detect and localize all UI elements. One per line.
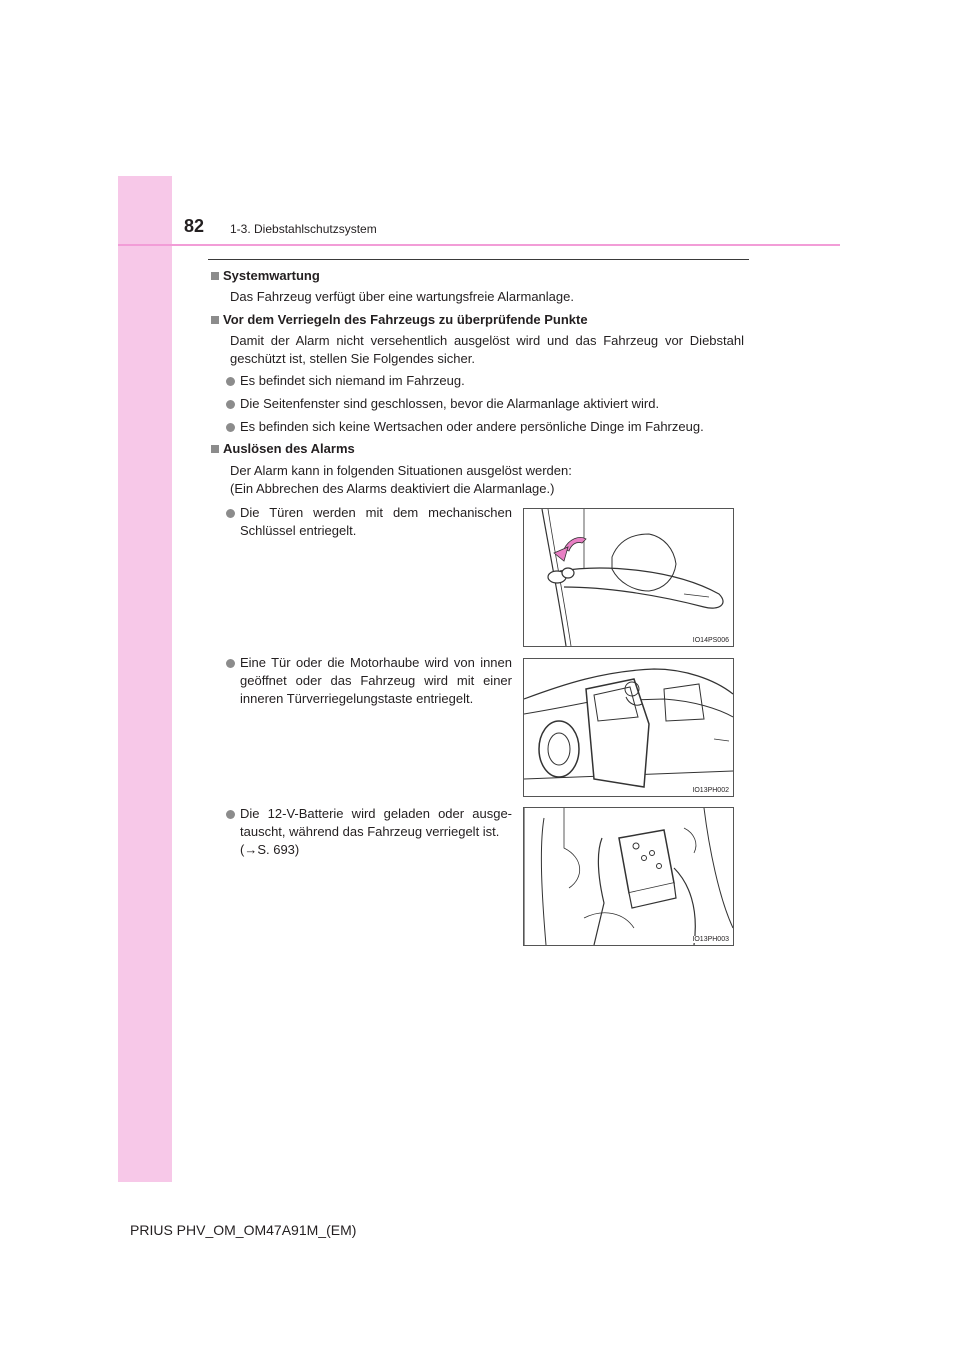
page-reference: (→S. 693): [240, 842, 300, 857]
square-bullet-icon: [211, 445, 219, 453]
checks-heading: Vor dem Verriegeln des Fahrzeugs zu überprüfende Punkte: [223, 312, 588, 327]
trigger-item: Eine Tür oder die Motorhaube wird von innen geöffnet oder das Fahrzeug wird mit einer inneren Türverriegelungstaste entriegelt.: [240, 655, 512, 706]
round-bullet-icon: [226, 659, 235, 668]
square-bullet-icon: [211, 272, 219, 280]
content-rule: [208, 259, 749, 260]
door-lock-illustration: [524, 509, 733, 646]
check-item: Die Seitenfenster sind geschlossen, bevor die Alarmanlage aktiviert wird.: [240, 396, 660, 411]
round-bullet-icon: [226, 509, 235, 518]
figure-code: IO13PH003: [692, 936, 729, 943]
check-item: Es befindet sich niemand im Fahrzeug.: [240, 373, 465, 388]
maintenance-body: Das Fahrzeug verfügt über eine wartungsfreie Alarmanlage.: [230, 289, 574, 304]
trigger-line-1: Der Alarm kann in folgenden Situationen ausgelöst werden:: [230, 463, 572, 478]
round-bullet-icon: [226, 423, 235, 432]
checks-body: Damit der Alarm nicht versehentlich ausgelöst wird und das Fahrzeug vor Diebstahl geschützt ist, stellen Sie Folgendes sicher.: [230, 333, 744, 366]
sidebar-band: [118, 176, 172, 1182]
battery-illustration: [524, 808, 733, 945]
round-bullet-icon: [226, 400, 235, 409]
section-title: 1-3. Diebstahlschutzsystem: [230, 222, 377, 236]
trigger-line-2: (Ein Abbrechen des Alarms deaktiviert die Alarmanlage.): [230, 481, 555, 496]
document-id: PRIUS PHV_OM_OM47A91M_(EM): [130, 1222, 357, 1238]
figure-battery: [523, 807, 734, 946]
figure-door-key: [523, 508, 734, 647]
maintenance-heading: Systemwartung: [223, 268, 320, 283]
figure-code: IO13PH002: [692, 787, 729, 794]
round-bullet-icon: [226, 810, 235, 819]
trigger-item: Die Türen werden mit dem mechanischen Schlüssel entriegelt.: [240, 505, 512, 538]
round-bullet-icon: [226, 377, 235, 386]
figure-code: IO14PS006: [692, 637, 729, 644]
trigger-item: Die 12-V-Batterie wird geladen oder ausge-tauscht, während das Fahrzeug verriegelt ist.: [240, 806, 512, 839]
header-rule: [118, 244, 840, 246]
open-door-illustration: [524, 659, 733, 796]
page-number: 82: [184, 216, 205, 236]
trigger-heading: Auslösen des Alarms: [223, 441, 355, 456]
figure-open-door: [523, 658, 734, 797]
square-bullet-icon: [211, 316, 219, 324]
check-item: Es befinden sich keine Wertsachen oder andere persönliche Dinge im Fahrzeug.: [240, 419, 704, 434]
